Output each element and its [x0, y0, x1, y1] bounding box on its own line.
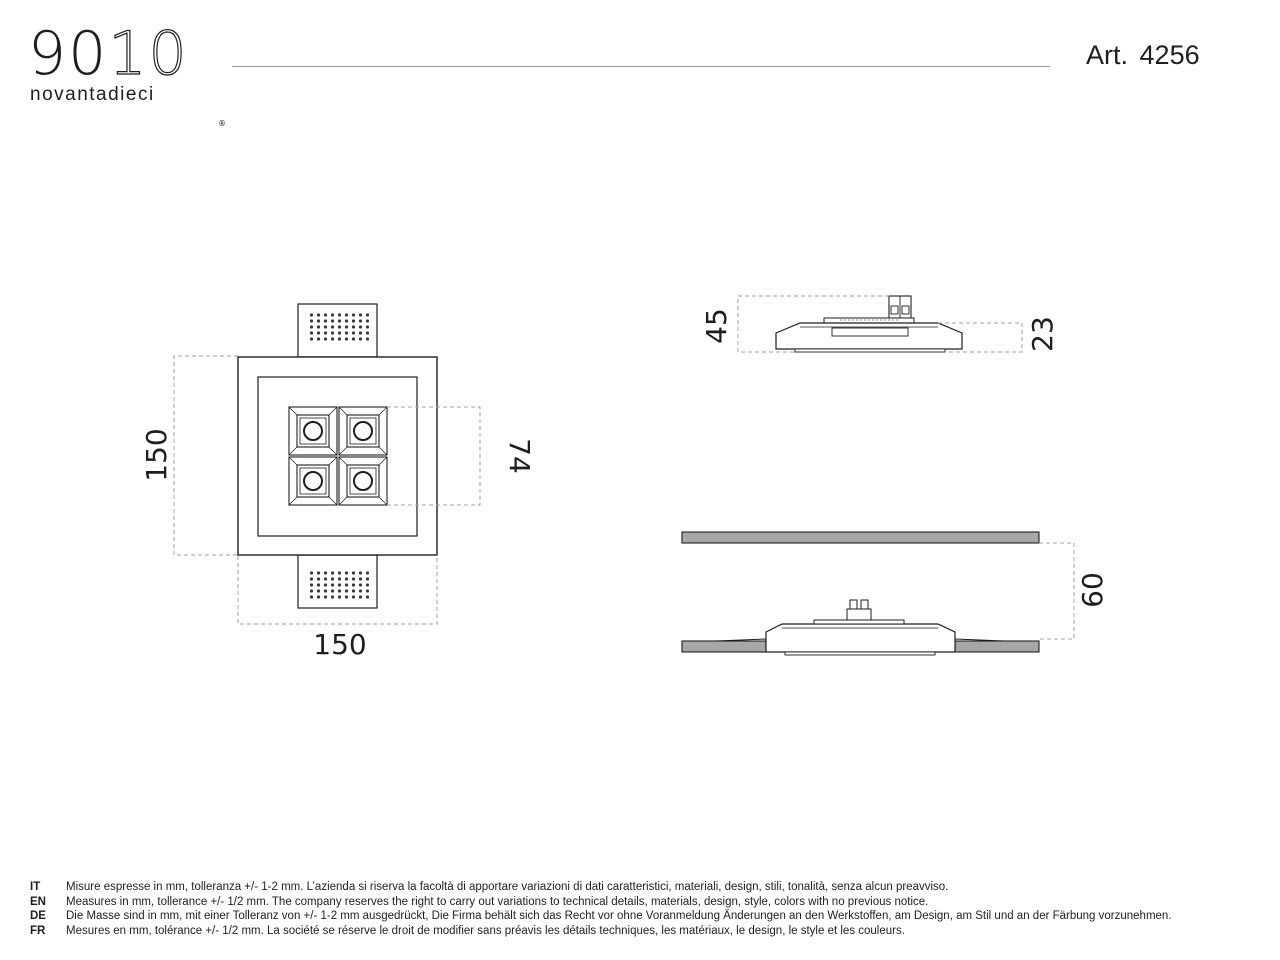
bottom-tab-perforation: [307, 570, 369, 600]
logo-number-dark: 90: [28, 19, 109, 89]
note-row: [30, 895, 1260, 910]
dim-front-width: 150: [313, 628, 367, 661]
note-row: [30, 880, 1260, 895]
note-row: [30, 909, 1260, 924]
led-module: [339, 407, 387, 455]
installed-connector: [847, 609, 871, 620]
plaster-ceiling-left: [682, 641, 766, 652]
note-text: Die Masse sind in mm, mit einer Tolleranz von +/- 1-2 mm ausgedrückt, Die Firma behält sich das Recht vor ohne Voranmeldung Änderungen an den Werkstoffen, am Design, am Stil und an der Färbung vorzunehmen.: [66, 910, 1172, 922]
note-text: Measures in mm, tollerance +/- 1/2 mm. The company reserves the right to carry out variations to technical details, materials, design, style, colors with no previous notice.: [66, 895, 929, 908]
logo-wordmark: novantadieci: [30, 84, 155, 105]
outer-frame: [238, 357, 437, 555]
plaster-ceiling-top: [682, 532, 1039, 543]
registered-mark: ®: [218, 119, 226, 128]
side-view: [700, 296, 1059, 352]
plaster-ceiling-right: [955, 641, 1039, 652]
led-module: [289, 407, 337, 455]
dim-front-height: 150: [140, 428, 173, 482]
note-lang: IT: [30, 881, 41, 893]
note-row: [30, 924, 1260, 939]
led-module: [339, 457, 387, 505]
note-lang: DE: [30, 910, 46, 922]
logo-number-light: 10: [108, 19, 189, 89]
article-prefix: Art.: [1086, 40, 1129, 70]
installed-view: [682, 532, 1109, 655]
dim-side-total: 45: [700, 308, 733, 344]
dim-side-body: 23: [1026, 316, 1059, 352]
top-tab-perforation: [307, 313, 369, 343]
dim-installed-depth: 60: [1076, 572, 1109, 608]
article-number: 4256: [1139, 40, 1200, 70]
note-lang: FR: [30, 924, 46, 937]
note-text: Misure espresse in mm, tolleranza +/- 1-2 mm. L’azienda si riserva la facoltà di apportare variazioni di dati caratteristici, materiali, design, stili, tonalità, senza alcun preavviso.: [66, 881, 949, 893]
dim-cutout: 74: [503, 438, 536, 474]
note-lang: EN: [30, 895, 46, 908]
disclaimer-notes: [30, 880, 1260, 938]
front-view: [140, 304, 536, 661]
note-text: Mesures en mm, tolérance +/- 1/2 mm. La société se réserve le droit de modifier sans préavis les détails techniques, les matériaux, le design, le style et les couleurs.: [66, 924, 905, 937]
installed-dimension-line: [1039, 543, 1074, 639]
led-module: [289, 457, 337, 505]
